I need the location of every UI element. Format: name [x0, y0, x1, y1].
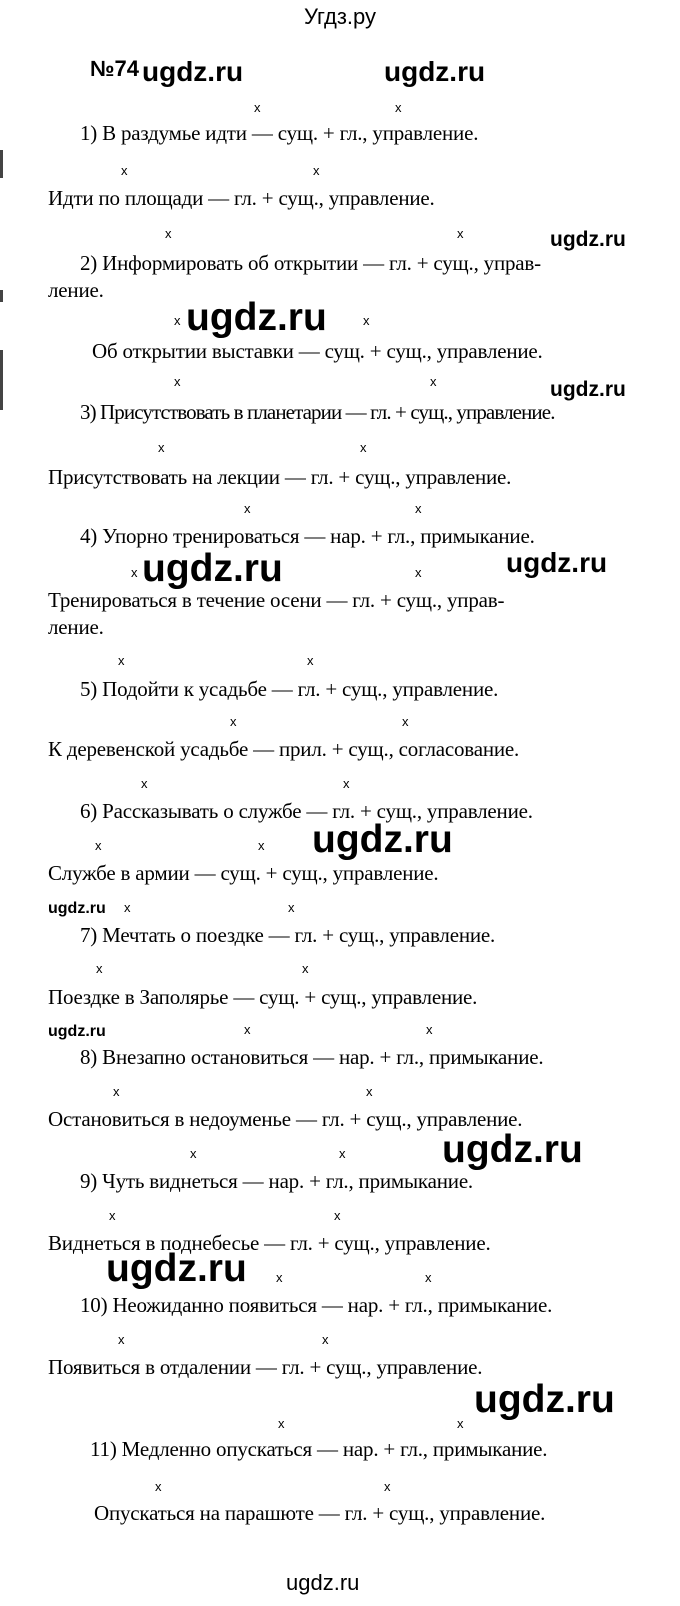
- x-mark: x: [384, 1479, 391, 1494]
- watermark: ugdz.ru: [550, 228, 626, 251]
- text-line: Идти по площади — гл. + сущ., управление.: [48, 186, 435, 210]
- x-mark: x: [415, 565, 422, 580]
- text-line: Службе в армии — сущ. + сущ., управление.: [48, 861, 439, 885]
- x-mark: x: [425, 1270, 432, 1285]
- x-mark: x: [366, 1084, 373, 1099]
- text-line: 6) Рассказывать о службе — гл. + сущ., управление.: [80, 799, 533, 823]
- x-mark: x: [415, 501, 422, 516]
- watermark: ugdz.ru: [442, 1128, 583, 1171]
- text-line: 1) В раздумье идти — сущ. + гл., управление.: [80, 121, 479, 145]
- x-mark: x: [334, 1208, 341, 1223]
- x-mark: x: [244, 1022, 251, 1037]
- watermark: ugdz.ru: [474, 1378, 615, 1421]
- text-line: Появиться в отдалении — гл. + сущ., управление.: [48, 1355, 483, 1379]
- x-mark: x: [402, 714, 409, 729]
- scan-edge-mark: [0, 290, 3, 302]
- x-mark: x: [457, 226, 464, 241]
- text-line: Присутствовать на лекции — гл. + сущ., управление.: [48, 465, 512, 489]
- x-mark: x: [278, 1416, 285, 1431]
- x-mark: x: [322, 1332, 329, 1347]
- text-line: 4) Упорно тренироваться — нар. + гл., примыкание.: [80, 524, 535, 548]
- x-mark: x: [343, 776, 350, 791]
- text-line: 10) Неожиданно появиться — нар. + гл., примыкание.: [80, 1293, 553, 1317]
- x-mark: x: [457, 1416, 464, 1431]
- x-mark: x: [141, 776, 148, 791]
- scan-edge-mark: [0, 150, 3, 178]
- x-mark: x: [174, 313, 181, 328]
- x-mark: x: [165, 226, 172, 241]
- text-line: Об открытии выставки — сущ. + сущ., управление.: [92, 339, 543, 363]
- x-mark: x: [430, 374, 437, 389]
- watermark: ugdz.ru: [142, 547, 283, 590]
- watermark: ugdz.ru: [384, 56, 486, 87]
- text-line: К деревенской усадьбе — прил. + сущ., согласование.: [48, 737, 520, 761]
- watermark: ugdz.ru: [48, 1023, 106, 1040]
- scan-edge-mark: [0, 350, 3, 410]
- x-mark: x: [155, 1479, 162, 1494]
- x-mark: x: [244, 501, 251, 516]
- watermark: ugdz.ru: [506, 547, 608, 578]
- text-line: Тренироваться в течение осени — гл. + сущ., управ-: [48, 588, 505, 612]
- x-mark: x: [131, 565, 138, 580]
- page-header: Угдз.ру: [303, 4, 377, 29]
- x-mark: x: [307, 653, 314, 668]
- x-mark: x: [426, 1022, 433, 1037]
- watermark: ugdz.ru: [48, 900, 106, 917]
- x-mark: x: [288, 900, 295, 915]
- exercise-number: №74: [90, 56, 139, 81]
- text-line: 8) Внезапно остановиться — нар. + гл., примыкание.: [80, 1045, 544, 1069]
- text-line: ление.: [48, 278, 104, 302]
- text-line: 2) Информировать об открытии — гл. + сущ., управ-: [80, 251, 541, 275]
- x-mark: x: [96, 961, 103, 976]
- text-line: Поездке в Заполярье — сущ. + сущ., управление.: [48, 985, 478, 1009]
- text-line: Остановиться в недоуменье — гл. + сущ., управление.: [48, 1107, 523, 1131]
- x-mark: x: [158, 440, 165, 455]
- watermark: ugdz.ru: [286, 1570, 360, 1595]
- x-mark: x: [395, 100, 402, 115]
- text-line: 9) Чуть виднеться — нар. + гл., примыкание.: [80, 1169, 473, 1193]
- x-mark: x: [190, 1146, 197, 1161]
- x-mark: x: [95, 838, 102, 853]
- x-mark: x: [302, 961, 309, 976]
- text-line: Виднеться в поднебесье — гл. + сущ., управление.: [48, 1231, 491, 1255]
- x-mark: x: [230, 714, 237, 729]
- text-line: 7) Мечтать о поездке — гл. + сущ., управление.: [80, 923, 496, 947]
- x-mark: x: [174, 374, 181, 389]
- x-mark: x: [254, 100, 261, 115]
- x-mark: x: [363, 313, 370, 328]
- x-mark: x: [121, 163, 128, 178]
- watermark: ugdz.ru: [312, 818, 453, 861]
- watermark: ugdz.ru: [550, 378, 626, 401]
- text-line: 11) Медленно опускаться — нар. + гл., примыкание.: [90, 1437, 548, 1461]
- text-line: ление.: [48, 615, 104, 639]
- text-line: 3) Присутствовать в планетарии — гл. + сущ., управление.: [80, 400, 555, 424]
- x-mark: x: [113, 1084, 120, 1099]
- x-mark: x: [118, 653, 125, 668]
- x-mark: x: [109, 1208, 116, 1223]
- watermark: ugdz.ru: [186, 296, 327, 339]
- text-line: Опускаться на парашюте — гл. + сущ., управление.: [94, 1501, 546, 1525]
- text-line: 5) Подойти к усадьбе — гл. + сущ., управление.: [80, 677, 499, 701]
- watermark: ugdz.ru: [106, 1247, 247, 1290]
- x-mark: x: [258, 838, 265, 853]
- watermark: ugdz.ru: [142, 56, 244, 87]
- x-mark: x: [118, 1332, 125, 1347]
- x-mark: x: [360, 440, 367, 455]
- x-mark: x: [124, 900, 131, 915]
- x-mark: x: [339, 1146, 346, 1161]
- x-mark: x: [313, 163, 320, 178]
- x-mark: x: [276, 1270, 283, 1285]
